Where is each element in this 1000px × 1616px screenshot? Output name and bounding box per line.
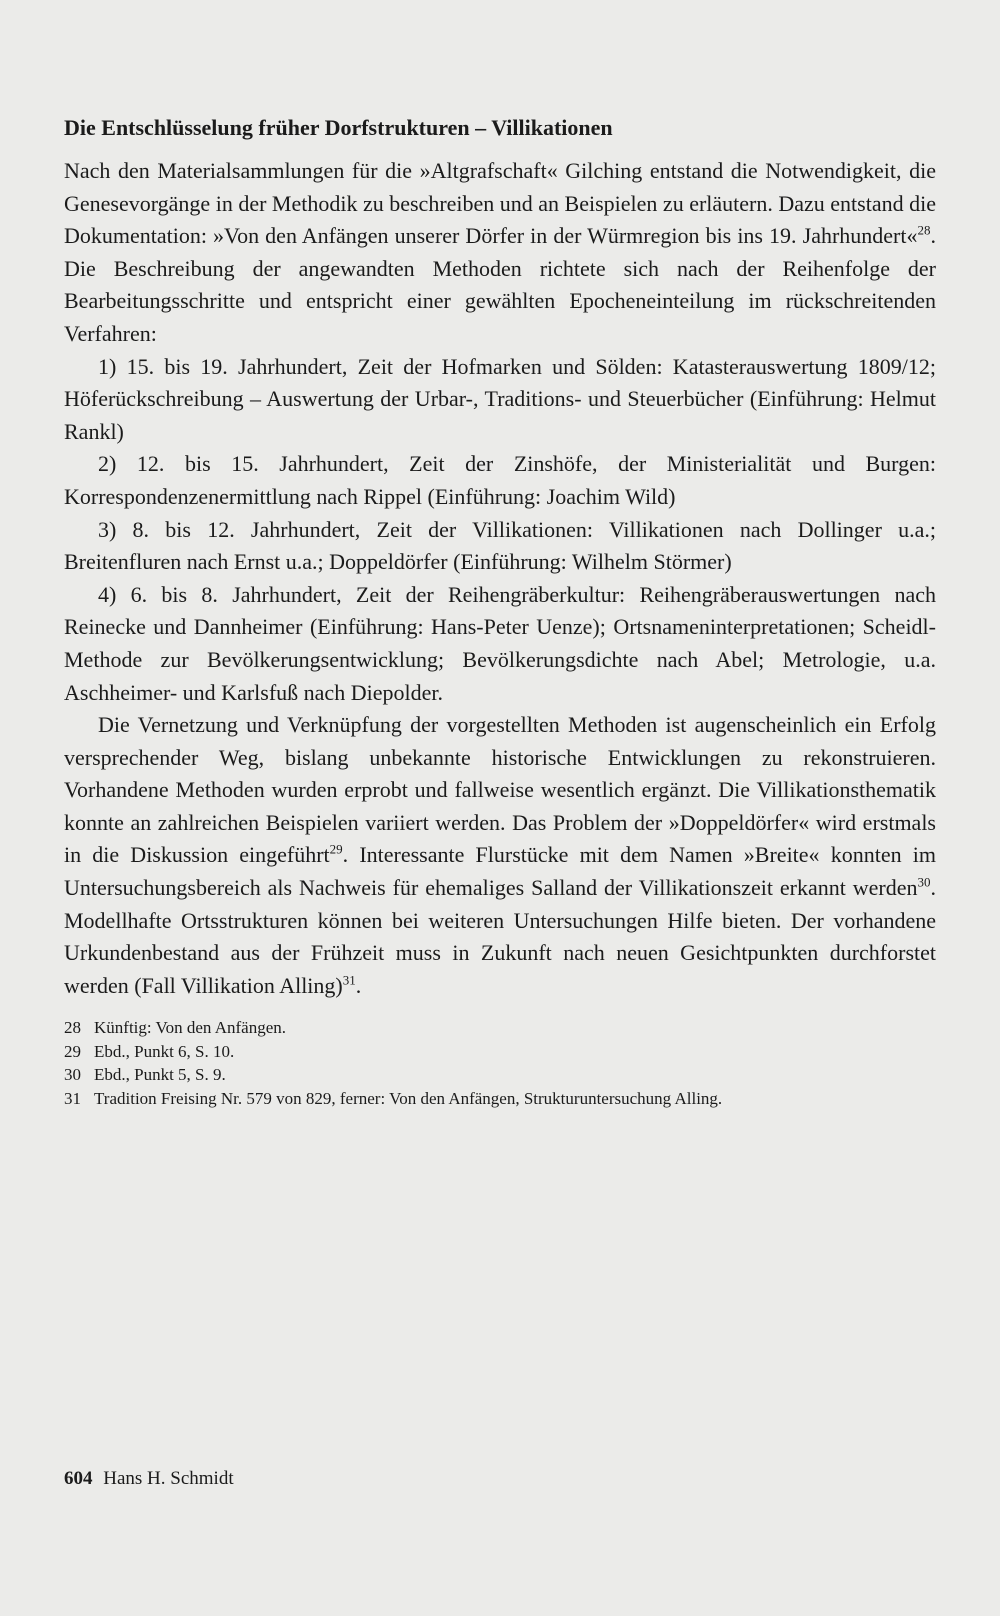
footnote-number: 28: [64, 1018, 81, 1038]
section-heading: Die Entschlüsselung früher Dorfstrukturen – Villikationen: [64, 115, 613, 140]
footnote: [64, 1087, 936, 1111]
page-content: [64, 113, 936, 1110]
footnote: [64, 1063, 936, 1087]
footnote-number: 29: [64, 1041, 81, 1061]
footnote-ref-30: 30: [917, 874, 931, 890]
footnote: [64, 1040, 936, 1064]
footnote-text: Ebd., Punkt 5, S. 9.: [94, 1065, 226, 1085]
footnotes: [64, 1016, 936, 1110]
intro-paragraph: [64, 155, 936, 351]
footnote-text: Tradition Freising Nr. 579 von 829, ferner: Von den Anfängen, Strukturuntersuchung Alling.: [94, 1088, 723, 1108]
conclusion-text-2: . Interessante Flurstücke mit dem Namen »Breite« konnten im Untersuchungsbereich als Nachweis für ehemaliges Salland der Villikationszeit erkannt werden: [64, 842, 936, 901]
intro-text-continued: . Die Beschreibung der angewandten Methoden richtete sich nach der Reihenfolge der Bearbeitungsschritte und entspricht einer gewählten Epocheneinteilung im rückschreitenden Verfahren:: [64, 223, 936, 346]
conclusion-paragraph: [64, 709, 936, 1002]
footnote-ref-29: 29: [329, 842, 343, 858]
page-footer: [64, 1466, 234, 1492]
page-number: 604: [64, 1468, 93, 1489]
footnote: [64, 1016, 936, 1040]
footnote-text: Künftig: Von den Anfängen.: [94, 1018, 287, 1038]
footnote-ref-28: 28: [917, 222, 931, 238]
list-item-4: 4) 6. bis 8. Jahrhundert, Zeit der Reihengräberkultur: Reihengräberauswertungen nach Reinecke und Dannheimer (Einführung: Hans-Peter Uenze); Ortsnameninterpretationen; Scheidl-Methode zur Bevölkerungsentwicklung; Bevölkerungsdichte nach Abel; Metrologie, u.a. Aschheimer- und Karlsfuß nach Diepolder.: [64, 581, 936, 705]
footnote-number: 31: [64, 1088, 81, 1108]
list-item-2: 2) 12. bis 15. Jahrhundert, Zeit der Zinshöfe, der Ministerialität und Burgen: Korrespondenzenermittlung nach Rippel (Einführung: Joachim Wild): [64, 451, 936, 509]
footnote-text: Ebd., Punkt 6, S. 10.: [94, 1041, 235, 1061]
conclusion-text-3: . Modellhafte Ortsstrukturen können bei weiteren Untersuchungen Hilfe bieten. Der vorhandene Urkundenbestand aus der Frühzeit muss in Zukunft nach neuen Gesichtpunkten durchforstet werden (Fall Villikation Alling): [64, 875, 936, 998]
footnote-number: 30: [64, 1065, 81, 1085]
conclusion-text-4: .: [355, 972, 362, 998]
running-author: Hans H. Schmidt: [103, 1468, 234, 1489]
footnote-ref-31: 31: [342, 972, 356, 988]
conclusion-text-1: Die Vernetzung und Verknüpfung der vorgestellten Methoden ist augenscheinlich ein Erfolg versprechender Weg, bislang unbekannte historische Entwicklungen zu rekonstruieren. Vorhandene Methoden wurden erprobt und fallweise wesentlich ergänzt. Die Villikationsthematik konnte an zahlreichen Beispielen variiert werden. Das Problem der »Doppeldörfer« wird erstmals in die Diskussion eingeführt: [64, 712, 936, 868]
list-item-1: 1) 15. bis 19. Jahrhundert, Zeit der Hofmarken und Sölden: Katasterauswertung 1809/12; Höferückschreibung – Auswertung der Urbar-, Traditions- und Steuerbücher (Einführung: Helmut Rankl): [64, 353, 936, 444]
list-item-3: 3) 8. bis 12. Jahrhundert, Zeit der Villikationen: Villikationen nach Dollinger u.a.; Breitenfluren nach Ernst u.a.; Doppeldörfer (Einführung: Wilhelm Störmer): [64, 516, 936, 575]
intro-text: Nach den Materialsammlungen für die »Altgrafschaft« Gilching entstand die Notwendigkeit, die Genesevorgänge in der Methodik zu beschreiben und an Beispielen zu erläutern. Dazu entstand die Dokumentation: »Von den Anfängen unserer Dörfer in der Würmregion bis ins 19. Jahrhundert«: [64, 158, 936, 249]
